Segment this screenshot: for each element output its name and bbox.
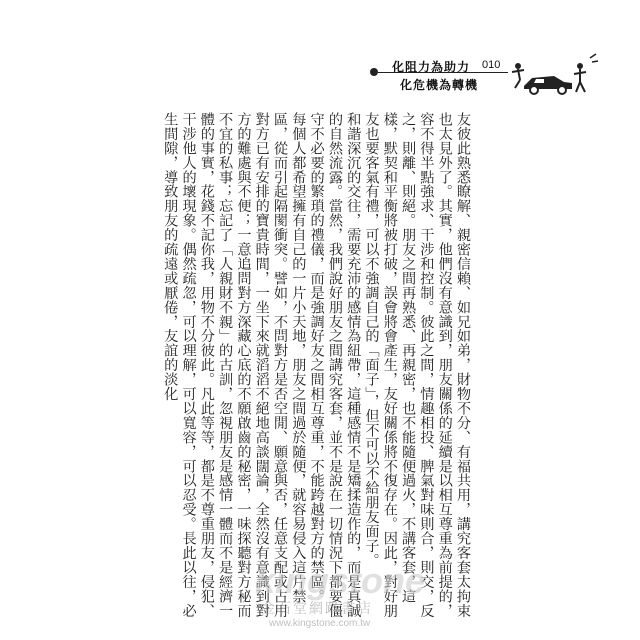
watermark-brand: kingstone: [255, 560, 426, 601]
header-illustration-icon: [510, 52, 600, 102]
watermark: [255, 560, 455, 635]
paragraph: 每個人都希望擁有自己的一片小天地，朋友之間過於隨便，就容易侵入這片禁區，從而引起隔閡衝突。譬如，不問對方是否空閒、願意與否，任意支配或占用對方已有安排的寶貴時間，一坐下來就滔滔不絕地高談闊論，全然沒有意識到對方的難處與不便；一意追問對方深藏心底的不願啟齒的秘密，一味探聽對方秘而不宜的私事；忘記了「人親財不親」的古訓，忽視朋友是感情一體而不是經濟一體的事實，花錢不記你我，用物不分彼此。凡此等等，都是不尊重朋友，侵犯、干涉他人的壞現象。偶然疏忽，可以理解，可以寬容，可以忍受。長此以往，必生間隙，導致朋友的疏遠或厭倦，友誼的淡化: [162, 112, 307, 618]
body-text: [161, 112, 472, 627]
header-subtitle: 化危機為轉機: [400, 78, 479, 92]
watermark-url: www.kingstone.com.tw: [269, 618, 371, 629]
paragraph: 和諧深沉的交往，需要充沛的感情為紐帶，這種感情不是矯揉造作的，而是真誠的自然流露。當然，我們說好朋友之間講究客套，並不是說在一切情況下都要僵守不必要的繁瑣的禮儀，而是強調好友之間相互尊重，不能跨越對方的禁區。: [308, 112, 362, 618]
page-number: 010: [482, 59, 501, 71]
watermark-chinese: 金石堂網路書店: [261, 600, 373, 616]
bullet-dot: [370, 68, 378, 76]
header-title: 化阻力為助力: [392, 60, 471, 74]
running-header: [370, 42, 600, 104]
paragraph: 友彼此熟悉瞭解、親密信賴、如兄如弟，財物不分、有福共用，講究客套太拘束也太見外了。其實，他們沒有意識到，朋友關係的延續是以相互尊重為前提的，容不得半點強求、干涉和控制。彼此之間，情趣相投、脾氣對味則合，則交，反之，則離、則絕。朋友之間再熟悉、再親密，也不能隨便過火，不講客套，這樣，默契和平衡將被打破，誤會將會產生，友好關係將不復存在。因此，對好朋友也要客氣有禮，可以不強調自己的「面子」，但不可以不給朋友面子。: [363, 112, 471, 618]
